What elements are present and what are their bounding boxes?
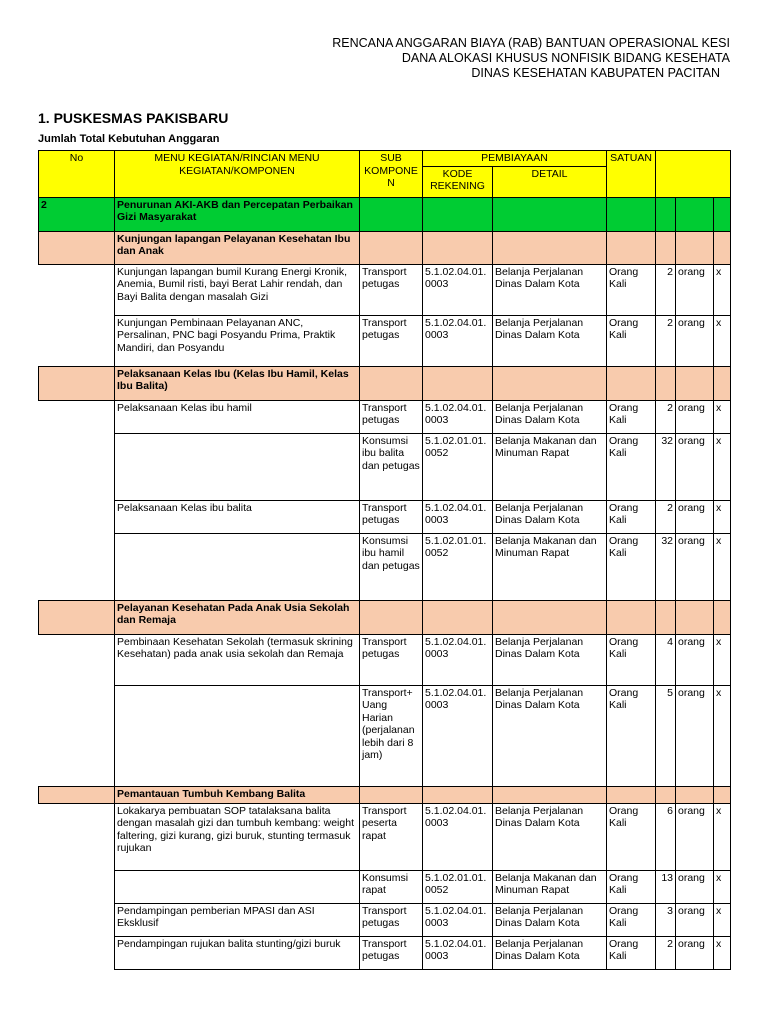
col-header-kode: KODE REKENING (423, 166, 493, 197)
item-kode-rekening: 5.1.02.04.01. 0003 (423, 936, 493, 969)
item-unit: orang (676, 500, 714, 533)
item-detail: Belanja Perjalanan Dinas Dalam Kota (493, 685, 607, 786)
table-row (39, 685, 731, 786)
item-kode-rekening: 5.1.02.04.01. 0003 (423, 685, 493, 786)
item-qty: 2 (656, 315, 676, 366)
item-detail: Belanja Perjalanan Dinas Dalam Kota (493, 500, 607, 533)
item-multiply: x (714, 870, 731, 903)
item-multiply: x (714, 400, 731, 433)
group-label: Pemantauan Tumbuh Kembang Balita (115, 786, 360, 803)
item-satuan: Orang Kali (607, 400, 656, 433)
item-sub-komponen: Transport petugas (360, 264, 423, 315)
item-unit: orang (676, 903, 714, 936)
table-row (39, 500, 731, 533)
item-satuan: Orang Kali (607, 533, 656, 600)
item-detail: Belanja Makanan dan Minuman Rapat (493, 870, 607, 903)
item-menu (115, 685, 360, 786)
item-satuan: Orang Kali (607, 936, 656, 969)
item-detail: Belanja Perjalanan Dinas Dalam Kota (493, 936, 607, 969)
item-unit: orang (676, 634, 714, 685)
header-line-3: DINAS KESEHATAN KABUPATEN PACITAN (471, 66, 720, 80)
item-unit: orang (676, 936, 714, 969)
group-label: Pelayanan Kesehatan Pada Anak Usia Sekolah dan Remaja (115, 600, 360, 634)
section-row (39, 197, 731, 231)
col-header-sub: SUB KOMPONE N (360, 151, 423, 198)
item-unit: orang (676, 685, 714, 786)
item-menu: Pelaksanaan Kelas ibu hamil (115, 400, 360, 433)
item-qty: 2 (656, 264, 676, 315)
group-row (39, 786, 731, 803)
item-menu (115, 533, 360, 600)
item-qty: 2 (656, 500, 676, 533)
item-qty: 3 (656, 903, 676, 936)
col-header-volume (656, 151, 731, 198)
document-header (332, 36, 730, 81)
group-row (39, 366, 731, 400)
item-multiply: x (714, 500, 731, 533)
table-row (39, 315, 731, 366)
table-row (39, 903, 731, 936)
item-multiply: x (714, 264, 731, 315)
col-header-menu: MENU KEGIATAN/RINCIAN MENU KEGIATAN/KOMPONEN (115, 151, 360, 198)
table-row (39, 634, 731, 685)
item-sub-komponen: Konsumsi ibu balita dan petugas (360, 433, 423, 500)
item-kode-rekening: 5.1.02.01.01. 0052 (423, 870, 493, 903)
item-sub-komponen: Konsumsi ibu hamil dan petugas (360, 533, 423, 600)
header-line-2: DANA ALOKASI KHUSUS NONFISIK BIDANG KESEHATA (401, 51, 730, 65)
table-row (39, 433, 731, 500)
item-multiply: x (714, 315, 731, 366)
item-qty: 6 (656, 803, 676, 870)
item-unit: orang (676, 533, 714, 600)
page-subtitle: Jumlah Total Kebutuhan Anggaran (38, 133, 220, 145)
item-sub-komponen: Transport petugas (360, 400, 423, 433)
item-multiply: x (714, 533, 731, 600)
item-sub-komponen: Transport petugas (360, 634, 423, 685)
item-qty: 32 (656, 433, 676, 500)
item-sub-komponen: Transport peserta rapat (360, 803, 423, 870)
item-menu: Pelaksanaan Kelas ibu balita (115, 500, 360, 533)
group-row (39, 600, 731, 634)
col-header-detail: DETAIL (493, 166, 607, 197)
item-satuan: Orang Kali (607, 685, 656, 786)
item-qty: 2 (656, 400, 676, 433)
table-row (39, 803, 731, 870)
budget-table (38, 150, 731, 970)
item-unit: orang (676, 803, 714, 870)
item-satuan: Orang Kali (607, 803, 656, 870)
item-satuan: Orang Kali (607, 433, 656, 500)
item-multiply: x (714, 685, 731, 786)
item-detail: Belanja Perjalanan Dinas Dalam Kota (493, 634, 607, 685)
item-satuan: Orang Kali (607, 264, 656, 315)
item-qty: 2 (656, 936, 676, 969)
item-menu: Pembinaan Kesehatan Sekolah (termasuk skrining Kesehatan) pada anak usia sekolah dan Remaja (115, 634, 360, 685)
item-qty: 4 (656, 634, 676, 685)
item-sub-komponen: Transport petugas (360, 936, 423, 969)
item-kode-rekening: 5.1.02.04.01. 0003 (423, 803, 493, 870)
group-row (39, 231, 731, 264)
table-row (39, 400, 731, 433)
item-satuan: Orang Kali (607, 315, 656, 366)
item-satuan: Orang Kali (607, 634, 656, 685)
item-detail: Belanja Makanan dan Minuman Rapat (493, 433, 607, 500)
group-label: Kunjungan lapangan Pelayanan Kesehatan Ibu dan Anak (115, 231, 360, 264)
item-sub-komponen: Transport petugas (360, 315, 423, 366)
item-menu: Kunjungan Pembinaan Pelayanan ANC, Persalinan, PNC bagi Posyandu Prima, Praktik Mandiri, dan Posyandu (115, 315, 360, 366)
item-detail: Belanja Perjalanan Dinas Dalam Kota (493, 315, 607, 366)
item-kode-rekening: 5.1.02.04.01. 0003 (423, 500, 493, 533)
item-detail: Belanja Perjalanan Dinas Dalam Kota (493, 264, 607, 315)
item-satuan: Orang Kali (607, 500, 656, 533)
item-qty: 5 (656, 685, 676, 786)
item-kode-rekening: 5.1.02.04.01. 0003 (423, 315, 493, 366)
item-qty: 13 (656, 870, 676, 903)
item-menu: Kunjungan lapangan bumil Kurang Energi Kronik, Anemia, Bumil risti, bayi Berat Lahir rendah, dan Bayi Balita dengan masalah Gizi (115, 264, 360, 315)
item-sub-komponen: Konsumsi rapat (360, 870, 423, 903)
col-header-satuan: SATUAN (607, 151, 656, 198)
item-kode-rekening: 5.1.02.04.01. 0003 (423, 264, 493, 315)
item-menu (115, 433, 360, 500)
item-kode-rekening: 5.1.02.04.01. 0003 (423, 634, 493, 685)
item-detail: Belanja Makanan dan Minuman Rapat (493, 533, 607, 600)
col-header-no: No (39, 151, 115, 198)
item-multiply: x (714, 936, 731, 969)
item-menu (115, 870, 360, 903)
item-unit: orang (676, 400, 714, 433)
item-multiply: x (714, 903, 731, 936)
item-sub-komponen: Transport petugas (360, 903, 423, 936)
table-row (39, 264, 731, 315)
table-row (39, 870, 731, 903)
item-detail: Belanja Perjalanan Dinas Dalam Kota (493, 803, 607, 870)
item-menu: Lokakarya pembuatan SOP tatalaksana balita dengan masalah gizi dan tumbuh kembang: weight faltering, gizi kurang, gizi buruk, stunting termasuk rujukan (115, 803, 360, 870)
item-kode-rekening: 5.1.02.01.01. 0052 (423, 433, 493, 500)
item-satuan: Orang Kali (607, 903, 656, 936)
group-label: Pelaksanaan Kelas Ibu (Kelas Ibu Hamil, Kelas Ibu Balita) (115, 366, 360, 400)
header-line-1: RENCANA ANGGARAN BIAYA (RAB) BANTUAN OPERASIONAL KESI (332, 36, 730, 50)
table-row (39, 936, 731, 969)
item-menu: Pendampingan pemberian MPASI dan ASI Eksklusif (115, 903, 360, 936)
item-detail: Belanja Perjalanan Dinas Dalam Kota (493, 400, 607, 433)
item-satuan: Orang Kali (607, 870, 656, 903)
item-kode-rekening: 5.1.02.01.01. 0052 (423, 533, 493, 600)
item-unit: orang (676, 315, 714, 366)
item-unit: orang (676, 870, 714, 903)
item-multiply: x (714, 634, 731, 685)
item-unit: orang (676, 433, 714, 500)
header-row-1 (39, 151, 731, 167)
item-unit: orang (676, 264, 714, 315)
section-no: 2 (39, 197, 115, 231)
section-label: Penurunan AKI-AKB dan Percepatan Perbaikan Gizi Masyarakat (115, 197, 360, 231)
item-sub-komponen: Transport+ Uang Harian (perjalanan lebih dari 8 jam) (360, 685, 423, 786)
item-detail: Belanja Perjalanan Dinas Dalam Kota (493, 903, 607, 936)
item-qty: 32 (656, 533, 676, 600)
item-sub-komponen: Transport petugas (360, 500, 423, 533)
page-title: 1. PUSKESMAS PAKISBARU (38, 110, 229, 126)
item-menu: Pendampingan rujukan balita stunting/gizi buruk (115, 936, 360, 969)
col-header-pembiayaan: PEMBIAYAAN (423, 151, 607, 167)
item-multiply: x (714, 433, 731, 500)
table-row (39, 533, 731, 600)
item-multiply: x (714, 803, 731, 870)
item-kode-rekening: 5.1.02.04.01. 0003 (423, 903, 493, 936)
item-kode-rekening: 5.1.02.04.01. 0003 (423, 400, 493, 433)
